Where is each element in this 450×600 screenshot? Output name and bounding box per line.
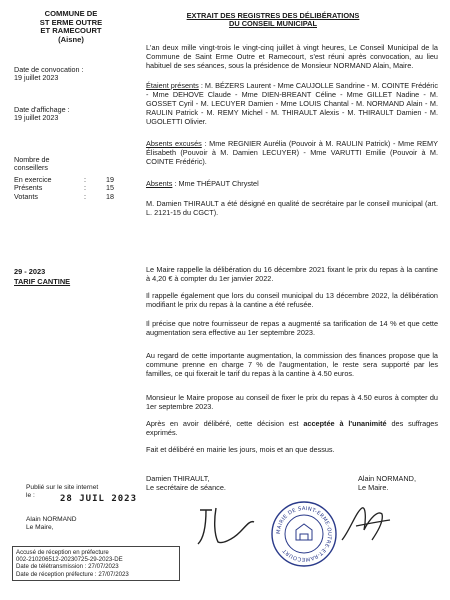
publication-stamp-date: 28 JUIL 2023 <box>60 494 138 504</box>
mayor-role: Le Maire. <box>358 483 389 492</box>
count-sep: : <box>84 183 86 193</box>
section-p3 <box>146 320 438 338</box>
seal-text: MAIRIE DE SAINT-ERME-OUTRE-ET-RAMECOURT <box>275 505 333 563</box>
receipt-line-2: 002-210206512-20230725-29-2023-DE <box>16 556 123 564</box>
presents-block <box>146 82 438 127</box>
count-value: 15 <box>106 183 114 193</box>
secretary-name: Damien THIRAULT, <box>146 474 210 483</box>
nombre-label-1: Nombre de <box>14 155 50 164</box>
commune-line-4: (Aisne) <box>58 34 84 44</box>
municipal-seal-icon <box>270 500 338 568</box>
section-p6 <box>146 420 438 438</box>
section-paragraph: Monsieur le Maire propose au conseil de fixer le prix du repas à 4.50 euros à compter du 1er septembre 2023. <box>146 393 438 411</box>
decision-result: acceptée à l'unanimité <box>303 419 387 428</box>
commune-line-3: ET RAMECOURT <box>40 26 102 36</box>
count-label: Votants <box>14 191 38 201</box>
absents-block <box>146 180 438 189</box>
mayor-name: Alain NORMAND, <box>358 474 416 483</box>
decision-after: des suffrages exprimés. <box>146 419 438 437</box>
excuses-block <box>146 140 438 167</box>
title-line-2: DU CONSEIL MUNICIPAL <box>228 19 317 29</box>
presents-text: : M. BÉZERS Laurent - Mme CAUJOLLE Sandrine - M. COINTE Frédéric - Mme DEHOVE Claude - Mme DIEN-BREANT Céline - Mme GILLET Nadine - M. GOSSET Cyril - M. LECUYER Damien - Mme LOUIS Chantal - M. NORMAND Alain - M. RAULIN Patrick - M. REMY Michel - M. THIRAULT Alexis - M. THIRAULT Damien - M. UGOLETTI Olivier. <box>146 81 438 126</box>
deliberation-title: TARIF CANTINE <box>14 277 71 286</box>
secretary-role: Le secrétaire de séance. <box>146 483 226 492</box>
count-row <box>14 193 126 201</box>
convocation-date: 19 juillet 2023 <box>14 73 59 83</box>
secretaire-block <box>146 200 438 218</box>
convocation-block <box>14 66 84 83</box>
section-paragraph: Le Maire rappelle la délibération du 16 décembre 2021 fixant le prix du repas à la cantine à 4,20 € à compter du 1er janvier 2022. <box>146 265 438 283</box>
section-p2 <box>146 292 438 310</box>
absents-text: : Mme THÉPAUT Chrystel <box>172 179 259 188</box>
excuses-text: : Mme REGNIER Aurélia (Pouvoir à M. RAULIN Patrick) - Mme REMY Élisabeth (Pouvoir à M. Damien LECUYER) - Mme VARUTTI Emilie (Pouvoir à M. COINTE Frédéric). <box>146 139 438 166</box>
section-p1 <box>146 266 438 284</box>
mayor-signature-block <box>358 474 416 492</box>
secretary-signature-icon <box>192 500 262 550</box>
publication-line-2: le : <box>26 492 35 499</box>
intro-paragraph <box>146 44 438 71</box>
mayor-signature-icon <box>336 500 396 550</box>
title-line-1: EXTRAIT DES REGISTRES DES DÉLIBÉRATIONS <box>186 11 360 20</box>
intro-text: L'an deux mille vingt-trois le vingt-cinq juillet à vingt heures, Le Conseil Municipal de la Commune de Saint Erme Outre et Ramecourt, s'est réuni après convocation, au lieu habituel de ses séances, sous la présidence de Monsieur NORMAND Alain, Maire. <box>146 43 438 70</box>
section-paragraph: Fait et délibéré en mairie les jours, mois et an que dessus. <box>146 445 335 454</box>
publication-mayor-role: Le Maire, <box>26 524 54 531</box>
prefecture-receipt-box <box>12 546 180 581</box>
receipt-line-4: Date de réception préfecture : 27/07/2023 <box>16 570 129 578</box>
commune-line-2: ST ERME OUTRE <box>39 17 103 27</box>
nombre-label-2: conseillers <box>14 163 48 173</box>
deliberation-number: 29 - 2023 <box>14 267 46 276</box>
section-paragraph: Il précise que notre fournisseur de repas a augmenté sa tarification de 14 % et que cette augmentation sera effective au 1er septembre 2023. <box>146 319 438 337</box>
count-sep: : <box>84 175 86 184</box>
count-label: En exercice <box>14 175 52 184</box>
document-title <box>158 12 388 29</box>
affichage-block <box>14 106 70 123</box>
publication-mayor-name: Alain NORMAND <box>26 516 77 523</box>
excuses-label: Absents excusés <box>146 139 202 148</box>
section-p7 <box>146 446 438 455</box>
count-value: 19 <box>106 175 114 184</box>
nombre-label <box>14 156 50 173</box>
commune-header <box>10 10 132 44</box>
counts-block <box>14 176 126 201</box>
presents-label: Étaient présents <box>146 81 199 90</box>
secretaire-text: M. Damien THIRAULT a été désigné en qualité de secrétaire par le conseil municipal (art. L. 2121-15 du CGCT). <box>146 199 438 217</box>
section-paragraph: Au regard de cette importante augmentation, la commission des finances propose que la commune prenne en charge 7 % de l'augmentation, le reste sera supporté par les familles, ce qui fixerait le tarif du repas à la cantine à 4.50 euros. <box>146 351 438 378</box>
commune-line-1: COMMUNE DE <box>44 9 98 18</box>
absents-label: Absents <box>146 179 173 188</box>
receipt-line-1: Accusé de réception en préfecture <box>16 549 109 556</box>
affichage-date: 19 juillet 2023 <box>14 113 59 123</box>
count-value: 18 <box>106 191 114 201</box>
affichage-label: Date d'affichage : <box>14 105 70 114</box>
count-sep: : <box>84 191 86 201</box>
section-p5 <box>146 394 438 412</box>
receipt-line-3: Date de télétransmission : 27/07/2023 <box>16 563 119 571</box>
decision-before: Après en avoir délibéré, cette décision est <box>146 419 304 428</box>
section-paragraph: Il rappelle également que lors du conseil municipal du 13 décembre 2022, la délibération modifiant le prix du repas à la cantine a été refusée. <box>146 291 438 309</box>
convocation-label: Date de convocation : <box>14 65 84 74</box>
publication-mayor <box>26 516 77 532</box>
count-label: Présents <box>14 183 43 193</box>
secretary-signature-block <box>146 474 226 492</box>
section-p4 <box>146 352 438 379</box>
publication-line-1: Publié sur le site internet <box>26 484 99 491</box>
